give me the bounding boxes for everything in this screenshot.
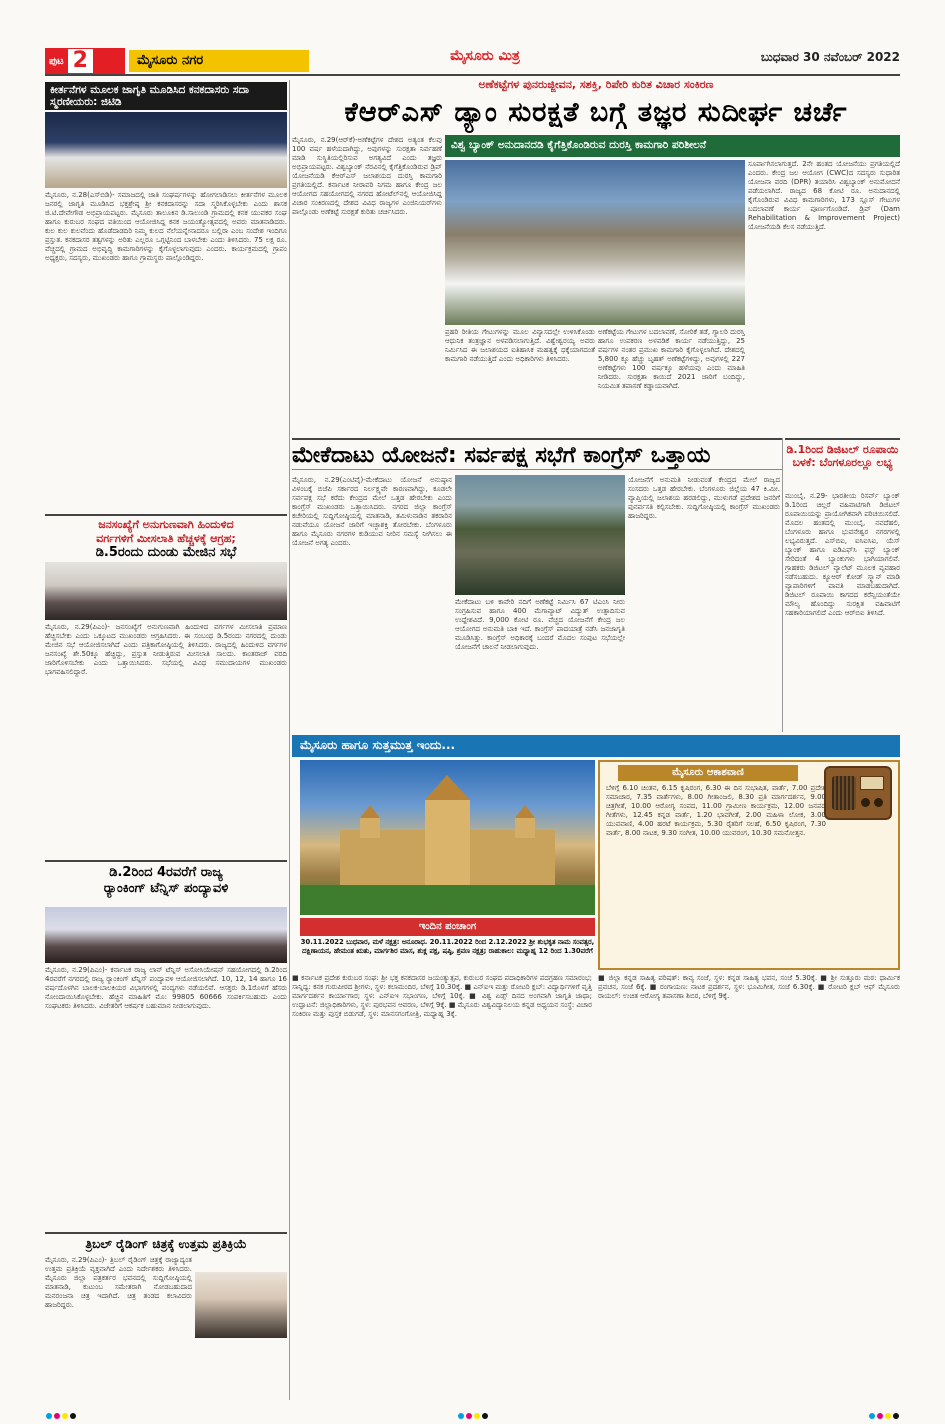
mekedatu-headline: ಮೇಕೆದಾಟು ಯೋಜನೆ: ಸರ್ವಪಕ್ಷ ಸಭೆಗೆ ಕಾಂಗ್ರೆಸ್ ಒತ್ತಾಯ <box>292 438 782 470</box>
lead-article-col2: ಅಣೆಕಟ್ಟೆಯ ಗೇಟುಗಳ ಬದಲಾವಣೆ, ಸೋರಿಕೆ ತಡೆ, ಗ್ಯಾಲರಿ ದುರಸ್ತಿ ಹಾಗೂ ಉಪಕರಣ ಅಳವಡಿಕೆ ಕಾರ್ಯ ನಡೆಯುತ್ತಿದ್ದು, 25 ವರ್ಷಗಳ ನಂತರ ಪ್ರಮುಖ ಕಾಮಗಾರಿ ಕೈಗೊಳ್ಳಲಾಗಿದೆ. ದೇಶದಲ್ಲಿ 5,800 ಕ್ಕೂ ಹೆಚ್ಚು ಬೃಹತ್ ಅಣೆಕಟ್ಟೆಗಳಿದ್ದು, ಅವುಗಳಲ್ಲಿ 227 ಅಣೆಕಟ್ಟೆಗಳು 100 ವರ್ಷಕ್ಕೂ ಹಳೆಯವು ಎಂದು ಮಾಹಿತಿ ನೀಡಿದರು. ಸುರಕ್ಷತಾ ಕಾಯಿದೆ 2021 ಜಾರಿಗೆ ಬಂದಿದ್ದು, ನಿಯಮಿತ ತಪಾಸಣೆ ಕಡ್ಡಾಯವಾಗಿದೆ. <box>598 328 745 390</box>
events-list-left: ■ ಕರ್ನಾಟಕ ಪ್ರದೇಶ ಕುರುಬರ ಸಂಘ: ಶ್ರೀ ಭಕ್ತ ಕನಕದಾಸರ ಜಯಂತ್ಯುತ್ಸವ, ಕುರುಬರ ಸಂಘದ ಪದಾಧಿಕಾರಿಗಳ ಪದಗ್ರಹಣ ಸಮಾರಂಭ; ಸಾನ್ನಿಧ್ಯ: ಕನಕ ಗುರುಪೀಠದ ಶ್ರೀಗಳು, ಸ್ಥಳ: ಕಲಾಮಂದಿರ, ಬೆಳಿಗ್ಗೆ 10.30ಕ್ಕೆ. ■ ಎನ್‌ಐಇ ಮತ್ತು ರೋಟರಿ ಕ್ಲಬ್: ವಿದ್ಯಾರ್ಥಿಗಳಿಗೆ ವೃತ್ತಿ ಮಾರ್ಗದರ್ಶನ ಕಾರ್ಯಾಗಾರ; ಸ್ಥಳ: ಎನ್‌ಐಇ ಸಭಾಂಗಣ, ಬೆಳಿಗ್ಗೆ 10ಕ್ಕೆ. ■ ವಿಶ್ವ ಏಡ್ಸ್ ದಿನದ ಅಂಗವಾಗಿ ಜಾಗೃತಿ ಜಾಥಾ; ಉದ್ಘಾಟನೆ: ಜಿಲ್ಲಾಧಿಕಾರಿಗಳು, ಸ್ಥಳ: ಪುರಭವನ ಆವರಣ, ಬೆಳಿಗ್ಗೆ 9ಕ್ಕೆ. ■ ಮೈಸೂರು ವಿಶ್ವವಿದ್ಯಾನಿಲಯ ಕನ್ನಡ ಅಧ್ಯಯನ ಸಂಸ್ಥೆ: ವಿಚಾರ ಸಂಕಿರಣ ಮತ್ತು ಪುಸ್ತಕ ಬಿಡುಗಡೆ, ಸ್ಥಳ: ಮಾನಸಗಂಗೋತ್ರಿ, ಮಧ್ಯಾಹ್ನ 3ಕ್ಕೆ. <box>292 974 592 1018</box>
event-photo <box>45 112 287 188</box>
page-label: ಪುಟ <box>49 55 64 67</box>
print-registration-marks <box>45 1404 900 1414</box>
tennis-article: ಮೈಸೂರು, ನ.29(ಪಿಎಂ)- ಕರ್ನಾಟಕ ರಾಜ್ಯ ಲಾನ್ ಟೆನ್ನಿಸ್ ಅಸೋಸಿಯೇಷನ್ ಸಹಯೋಗದಲ್ಲಿ ಡಿ.2ರಿಂದ 4ರವರೆಗೆ ನಗರದಲ್ಲಿ ರಾಜ್ಯ ರ‍್ಯಾಂಕಿಂಗ್ ಟೆನ್ನಿಸ್ ಪಂದ್ಯಾವಳಿ ಆಯೋಜಿಸಲಾಗಿದೆ. 10, 12, 14 ಹಾಗೂ 16 ವರ್ಷದೊಳಗಿನ ಬಾಲಕ-ಬಾಲಕಿಯರ ವಿಭಾಗಗಳಲ್ಲಿ ಪಂದ್ಯಗಳು ನಡೆಯಲಿವೆ. ಆಸಕ್ತರು ಡಿ.1ರೊಳಗೆ ಹೆಸರು ನೋಂದಾಯಿಸಿಕೊಳ್ಳಬೇಕು. ಹೆಚ್ಚಿನ ಮಾಹಿತಿಗೆ ಮೊ: 99805 60666 ಸಂಪರ್ಕಿಸಬಹುದು ಎಂದು ಸಂಘಟಕರು ತಿಳಿಸಿದರು. ವಿಜೇತರಿಗೆ ಆಕರ್ಷಕ ಬಹುಮಾನ ನೀಡಲಾಗುವುದು. <box>45 966 287 1010</box>
tennis-headline-line2: ರ‍್ಯಾಂಕಿಂಗ್ ಟೆನ್ನಿಸ್ ಪಂದ್ಯಾವಳಿ <box>103 881 229 896</box>
digital-rupee-headline: ಡಿ.1ರಿಂದ ಡಿಜಿಟಲ್ ರೂಪಾಯಿ ಬಳಕೆ: ಬೆಂಗಳೂರಲ್ಲೂ ಲಭ್ಯ <box>785 438 900 488</box>
krs-dam-photo <box>445 160 745 325</box>
digital-rupee-article: ಮುಂಬೈ, ನ.29- ಭಾರತೀಯ ರಿಸರ್ವ್ ಬ್ಯಾಂಕ್ ಡಿ.1ರಿಂದ ಚಿಲ್ಲರೆ ವಹಿವಾಟಿಗಾಗಿ ಡಿಜಿಟಲ್ ರೂಪಾಯಿಯನ್ನು ಪ್ರಾಯೋಗಿಕವಾಗಿ ಪರಿಚಯಿಸಲಿದೆ. ಮೊದಲ ಹಂತದಲ್ಲಿ ಮುಂಬೈ, ನವದೆಹಲಿ, ಬೆಂಗಳೂರು ಹಾಗೂ ಭುವನೇಶ್ವರ ನಗರಗಳಲ್ಲಿ ಲಭ್ಯವಿರುತ್ತದೆ. ಎಸ್‌ಬಿಐ, ಐಸಿಐಸಿಐ, ಯೆಸ್ ಬ್ಯಾಂಕ್ ಹಾಗೂ ಐಡಿಎಫ್‌ಸಿ ಫಸ್ಟ್ ಬ್ಯಾಂಕ್ ಸೇರಿದಂತೆ 4 ಬ್ಯಾಂಕುಗಳು ಭಾಗಿಯಾಗಲಿವೆ. ಗ್ರಾಹಕರು ಡಿಜಿಟಲ್ ವ್ಯಾಲೆಟ್ ಮೂಲಕ ವ್ಯವಹಾರ ನಡೆಸಬಹುದು. ಕ್ಯೂಆರ್ ಕೋಡ್ ಸ್ಕ್ಯಾನ್ ಮಾಡಿ ವ್ಯಾಪಾರಿಗಳಿಗೆ ಪಾವತಿ ಮಾಡಬಹುದಾಗಿದೆ. ಡಿಜಿಟಲ್ ರೂಪಾಯಿ ಕಾಗದದ ಕರೆನ್ಸಿಯಂತೆಯೇ ಮೌಲ್ಯ ಹೊಂದಿದ್ದು ಸುರಕ್ಷಿತ ವಹಿವಾಟಿಗೆ ಸಹಕಾರಿಯಾಗಲಿದೆ ಎಂದು ಆರ್‌ಬಿಐ ತಿಳಿಸಿದೆ. <box>785 492 900 617</box>
tennis-press-photo <box>45 907 287 963</box>
mekedatu-article-col2: ಮೇಕೆದಾಟು ಬಳಿ ಕಾವೇರಿ ನದಿಗೆ ಅಣೆಕಟ್ಟೆ ನಿರ್ಮಿಸಿ 67 ಟಿಎಂಸಿ ನೀರು ಸಂಗ್ರಹಿಸುವ ಹಾಗೂ 400 ಮೆಗಾವ್ಯಾಟ್ ವಿದ್ಯುತ್ ಉತ್ಪಾದಿಸುವ ಉದ್ದೇಶವಿದೆ. 9,000 ಕೋಟಿ ರೂ. ವೆಚ್ಚದ ಯೋಜನೆಗೆ ಕೇಂದ್ರ ಜಲ ಆಯೋಗದ ಅನುಮತಿ ಬಾಕಿ ಇದೆ. ಕಾಂಗ್ರೆಸ್ ಪಾದಯಾತ್ರೆ ನಡೆಸಿ ಜನಜಾಗೃತಿ ಮೂಡಿಸಿತ್ತು. ಕಾಂಗ್ರೆಸ್ ಅಧಿಕಾರಕ್ಕೆ ಬಂದರೆ ಮೊದಲ ಸಂಪುಟ ಸಭೆಯಲ್ಲೇ ಯೋಜನೆಗೆ ಚಾಲನೆ ನೀಡಲಾಗುವುದು. <box>455 598 625 651</box>
page-tag <box>45 48 204 74</box>
press-meet-photo <box>45 562 287 620</box>
column-rule <box>782 438 783 732</box>
akashvani-box <box>598 760 900 970</box>
mekedatu-article-col3: ಯೋಜನೆಗೆ ಅನುಮತಿ ನೀಡುವಂತೆ ಕೇಂದ್ರದ ಮೇಲೆ ರಾಜ್ಯದ ಸಂಸದರು ಒತ್ತಡ ಹೇರಬೇಕು. ಬೆಂಗಳೂರು ಜಿಲ್ಲೆಯ 47 ಕಿ.ಮೀ. ವ್ಯಾಪ್ತಿಯಲ್ಲಿ ಜಲಾಶಯ ಹರಡಲಿದ್ದು, ಮುಳುಗಡೆ ಪ್ರದೇಶದ ಜನರಿಗೆ ಪುನರ್ವಸತಿ ಕಲ್ಪಿಸಬೇಕು. ಸುದ್ದಿಗೋಷ್ಠಿಯಲ್ಲಿ ಕಾಂಗ್ರೆಸ್ ಮುಖಂಡರು ಹಾಜರಿದ್ದರು. <box>628 476 780 520</box>
reservation-article: ಮೈಸೂರು, ನ.29(ಪಿಎಂ)- ಜನಸಂಖ್ಯೆಗೆ ಅನುಗುಣವಾಗಿ ಹಿಂದುಳಿದ ವರ್ಗಗಳ ಮೀಸಲಾತಿ ಪ್ರಮಾಣ ಹೆಚ್ಚಿಸಬೇಕು ಎಂದು ಒಕ್ಕೂಟದ ಮುಖಂಡರು ಆಗ್ರಹಿಸಿದರು. ಈ ಸಂಬಂಧ ಡಿ.5ರಂದು ನಗರದಲ್ಲಿ ದುಂಡು ಮೇಜಿನ ಸಭೆ ಆಯೋಜಿಸಲಾಗಿದೆ ಎಂದು ಪತ್ರಿಕಾಗೋಷ್ಠಿಯಲ್ಲಿ ತಿಳಿಸಿದರು. ರಾಜ್ಯದಲ್ಲಿ ಹಿಂದುಳಿದ ವರ್ಗಗಳ ಜನಸಂಖ್ಯೆ ಶೇ.50ಕ್ಕೂ ಹೆಚ್ಚಿದ್ದು, ಪ್ರಸ್ತುತ ನೀಡುತ್ತಿರುವ ಮೀಸಲಾತಿ ಸಾಲದು. ಕಾಂತರಾಜ್ ವರದಿ ಜಾರಿಗೊಳಿಸಬೇಕು ಎಂದು ಒತ್ತಾಯಿಸಿದರು. ಸಭೆಯಲ್ಲಿ ವಿವಿಧ ಸಮುದಾಯಗಳ ಮುಖಂಡರು ಭಾಗವಹಿಸಲಿದ್ದಾರೆ. <box>45 623 287 676</box>
lead-subhead: ವಿಶ್ವ ಬ್ಯಾಂಕ್ ಅನುದಾನದಡಿ ಕೈಗೆತ್ತಿಕೊಂಡಿರುವ ದುರಸ್ತಿ ಕಾಮಗಾರಿ ಪರಿಶೀಲನೆ <box>445 135 900 157</box>
panchanga-title: ಇಂದಿನ ಪಂಚಾಂಗ <box>300 918 595 936</box>
reservation-headline-line1: ಜನಸಂಖ್ಯೆಗೆ ಅನುಗುಣವಾಗಿ ಹಿಂದುಳಿದ <box>98 518 234 531</box>
publication-date: ಬುಧವಾರ 30 ನವೆಂಬರ್ 2022 <box>760 50 900 64</box>
column-rule <box>289 80 290 1400</box>
lead-article-col4: ಸೂರ್ಪಾಗಿಸಲಾಗುತ್ತದೆ. 2ನೇ ಹಂತದ ಯೋಜನೆಯು ಪ್ರಗತಿಯಲ್ಲಿದೆ ಎಂದರು. ಕೇಂದ್ರ ಜಲ ಆಯೋಗ (CWC)ದ ಸದಸ್ಯರು ಸುಧಾರಿತ ಯೋಜನಾ ವರದಿ (DPR) ತಯಾರಿಸಿ ವಿಶ್ವಬ್ಯಾಂಕ್ ಅನುಮೋದನೆ ಪಡೆಯಲಾಗಿದೆ. ರಾಜ್ಯದ 68 ಕೋಟಿ ರೂ. ಅನುದಾನದಲ್ಲಿ ಕೈಗೊಂಡಿರುವ ವಿವಿಧ ಕಾಮಗಾರಿಗಳು, 173 ಸ್ಲೂಸ್ ಗೇಟುಗಳ ಬದಲಾವಣೆ ಕಾರ್ಯ ಪೂರ್ಣಗೊಂಡಿದೆ. ಡ್ರಿಪ್ (Dam Rehabilitation & Improvement Project) ಯೋಜನೆಯಡಿ ಕೆಲಸ ನಡೆಯುತ್ತಿದೆ. <box>748 160 900 231</box>
tennis-headline-line1: ಡಿ.2ರಿಂದ 4ರವರೆಗೆ ರಾಜ್ಯ <box>109 865 223 880</box>
film-article: ಮೈಸೂರು, ನ.29(ಪಿಎಂ)- ತ್ರಿಬಲ್ ರೈಡಿಂಗ್ ಚಿತ್ರಕ್ಕೆ ರಾಜ್ಯಾದ್ಯಂತ ಉತ್ತಮ ಪ್ರತಿಕ್ರಿಯೆ ವ್ಯಕ್ತವಾಗಿದೆ ಎಂದು ನಿರ್ದೇಶಕರು ತಿಳಿಸಿದರು. ಮೈಸೂರು ಜಿಲ್ಲಾ ಪತ್ರಕರ್ತರ ಭವನದಲ್ಲಿ ಸುದ್ದಿಗೋಷ್ಠಿಯಲ್ಲಿ ಮಾತನಾಡಿ, ಕುಟುಂಬ ಸಮೇತರಾಗಿ ನೋಡಬಹುದಾದ ಮನರಂಜನಾ ಚಿತ್ರ ಇದಾಗಿದೆ. ಚಿತ್ರ ತಂಡದ ಕಲಾವಿದರು ಹಾಜರಿದ್ದರು. <box>45 1256 192 1309</box>
paper-name: ಮೈಸೂರು ಮಿತ್ರ <box>450 48 520 64</box>
akashvani-title: ಮೈಸೂರು ಆಕಾಶವಾಣಿ <box>618 765 798 781</box>
reservation-headline-line2: ವರ್ಗಗಳಿಗೆ ಮೀಸಲಾತಿ ಹೆಚ್ಚಳಕ್ಕೆ ಆಗ್ರಹ; <box>96 532 236 545</box>
events-list-right: ■ ಜಿಲ್ಲಾ ಕನ್ನಡ ಸಾಹಿತ್ಯ ಪರಿಷತ್: ಕಾವ್ಯ ಸಂಜೆ, ಸ್ಥಳ: ಕನ್ನಡ ಸಾಹಿತ್ಯ ಭವನ, ಸಂಜೆ 5.30ಕ್ಕೆ. ■ ಶ್ರೀ ಸುತ್ತೂರು ಮಠ: ಧಾರ್ಮಿಕ ಪ್ರವಚನ, ಸಂಜೆ 6ಕ್ಕೆ. ■ ರಂಗಾಯಣ: ನಾಟಕ ಪ್ರದರ್ಶನ, ಸ್ಥಳ: ಭೂಮಿಗೀತ, ಸಂಜೆ 6.30ಕ್ಕೆ. ■ ರೋಟರಿ ಕ್ಲಬ್ ಆಫ್ ಮೈಸೂರು ರಾಯಲ್: ಉಚಿತ ಆರೋಗ್ಯ ತಪಾಸಣಾ ಶಿಬಿರ, ಬೆಳಿಗ್ಗೆ 9ಕ್ಕೆ. <box>598 974 900 1000</box>
palace-illustration <box>300 760 595 915</box>
reservation-headline <box>45 514 287 560</box>
mekedatu-river-photo <box>455 475 625 595</box>
page-number: 2 <box>68 49 93 73</box>
lead-article-col3: ಪ್ರಹರಿ ರೀತಿಯ ಗೇಟುಗಳನ್ನು ಮೂಲ ವಿನ್ಯಾಸದಲ್ಲೇ ಉಳಿಸಿಕೊಂಡು ಆಧುನಿಕ ತಂತ್ರಜ್ಞಾನ ಅಳವಡಿಸಲಾಗುತ್ತಿದೆ. ವಿಶ್ವೇಶ್ವರಯ್ಯ ಅವರು ನಿರ್ಮಿಸಿದ ಈ ಜಲಾಶಯದ ಐತಿಹಾಸಿಕ ಮಹತ್ವಕ್ಕೆ ಧಕ್ಕೆಯಾಗದಂತೆ ಕಾಮಗಾರಿ ನಡೆಯುತ್ತಿದೆ ಎಂದು ಅಧಿಕಾರಿಗಳು ತಿಳಿಸಿದರು. <box>445 328 595 363</box>
masthead <box>45 46 900 76</box>
mysore-palace-photo <box>300 760 595 915</box>
lead-headline: ಕೆಆರ್‌ಎಸ್ ಡ್ಯಾಂ ಸುರಕ್ಷತೆ ಬಗ್ಗೆ ತಜ್ಞರ ಸುದೀರ್ಘ ಚರ್ಚೆ <box>344 97 848 128</box>
reservation-headline-line3: ಡಿ.5ರಂದು ದುಂಡು ಮೇಜಿನ ಸಭೆ <box>95 545 237 560</box>
akashvani-schedule: ಬೆಳಿಗ್ಗೆ 6.10 ಚಿಂತನ, 6.15 ಕೃಷಿರಂಗ, 6.30 ಈ ದಿನ ಸುಭಾಷಿತ, ವಾರ್ತೆ, 7.00 ಪ್ರದೇಶ ಸಮಾಚಾರ, 7.35 ವಾರ್ತೆಗಳು, 8.00 ಗೀತಾಂಜಲಿ, 8.30 ಪ್ರತಿ ಮಾರ್ಗದರ್ಶನ, 9.00 ಚಿತ್ರಗೀತೆ, 10.00 ಆರೋಗ್ಯ ಸಂಪದ, 11.00 ಗ್ರಾಮೀಣ ಕಾರ್ಯಕ್ರಮ, 12.00 ಜನಪದ ಗೀತೆಗಳು, 12.45 ಕನ್ನಡ ವಾರ್ತೆ, 1.20 ಭಾವಗೀತೆ, 2.00 ಮಹಿಳಾ ಲೋಕ, 3.00 ಯುವವಾಣಿ, 4.00 ಹರಟೆ ಕಾರ್ಯಕ್ರಮ, 5.30 ರೈತರಿಗೆ ಸಲಹೆ, 6.50 ಕೃಷಿರಂಗ, 7.30 ವಾರ್ತೆ, 8.00 ನಾಟಕ, 9.30 ಸಂಗೀತ, 10.00 ಯುವರಂಗ, 10.30 ಸಮನೋತ್ತನ. <box>606 784 826 837</box>
film-headline: ತ್ರಿಬಲ್ ರೈಡಿಂಗ್ ಚಿತ್ರಕ್ಕೆ ಉತ್ತಮ ಪ್ರತಿಕ್ರಿಯೆ <box>45 1232 287 1252</box>
film-team-photo <box>195 1272 287 1338</box>
tennis-headline <box>45 860 287 906</box>
panchanga-text: 30.11.2022 ಬುಧವಾರ, ಮಳೆ ನಕ್ಷತ್ರ: ಅನೂರಾಧ. 20.11.2022 ರಿಂದ 2.12.2022 ಶ್ರೀ ಶುಭಕೃತ ನಾಮ ಸಂವತ್ಸರ, ದಕ್ಷಿಣಾಯನ, ಹೇಮಂತ ಋತು, ಮಾರ್ಗಶಿರ ಮಾಸ, ಶುಕ್ಲ ಪಕ್ಷ, ಷಷ್ಠಿ, ಶ್ರವಣ ನಕ್ಷತ್ರ; ರಾಹುಕಾಲ: ಮಧ್ಯಾಹ್ನ 12 ರಿಂದ 1.30ವರೆಗೆ <box>300 938 595 955</box>
radio-icon <box>824 766 892 820</box>
article-kanakadasa: ಮೈಸೂರು, ನ.28(ಎಸ್‌ಬಿಡಿ)- ಸಮಾಜದಲ್ಲಿ ಜಾತಿ ಸಂಘರ್ಷಗಳನ್ನು ಹೋಗಲಾಡಿಸಲು ಕೀರ್ತನೆಗಳ ಮೂಲಕ ಜನರಲ್ಲಿ ಜಾಗೃತಿ ಮೂಡಿಸಿದ ಭಕ್ತಶ್ರೇಷ್ಠ ಶ್ರೀ ಕನಕದಾಸರನ್ನು ಸದಾ ಸ್ಮರಿಸಿಕೊಳ್ಳಬೇಕು ಎಂದು ಶಾಸಕ ಜಿ.ಟಿ.ದೇವೇಗೌಡ ಅಭಿಪ್ರಾಯಪಟ್ಟರು. ಮೈಸೂರು ತಾಲೂಕಿನ ಡಿ.ಸಾಲುಂಡಿ ಗ್ರಾಮದಲ್ಲಿ ಕನಕ ಯುವಕರ ಸಂಘ ಹಾಗೂ ಕುರುಬರ ಸಂಘದ ವತಿಯಿಂದ ಆಯೋಜಿಸಿದ್ದ ಕನಕ ಜಯಂತ್ಯೋತ್ಸವದಲ್ಲಿ ಅವರು ಮಾತನಾಡಿದರು. ಕುಲ ಕುಲ ಕುಲವೆಂದು ಹೊಡೆದಾಡದಿರಿ ನಿಮ್ಮ ಕುಲದ ನೆಲೆಯನ್ನೇನಾದರೂ ಬಲ್ಲಿರಾ ಎಂಬ ಸಂದೇಶ ಇಂದಿಗೂ ಪ್ರಸ್ತುತ. ಕನಕದಾಸರ ತತ್ವಗಳನ್ನು ಅರಿತು ಎಲ್ಲರೂ ಒಗ್ಗಟ್ಟಿನಿಂದ ಬಾಳಬೇಕು ಎಂದು ತಿಳಿಸಿದರು. 75 ಲಕ್ಷ ರೂ. ವೆಚ್ಚದಲ್ಲಿ ಗ್ರಾಮದ ಅಭಿವೃದ್ಧಿ ಕಾಮಗಾರಿಗಳನ್ನು ಕೈಗೊಳ್ಳಲಾಗುವುದು ಎಂದರು. ಕಾರ್ಯಕ್ರಮದಲ್ಲಿ ಗ್ರಾಪಂ ಅಧ್ಯಕ್ಷರು, ಸದಸ್ಯರು, ಮುಖಂಡರು ಹಾಗೂ ಗ್ರಾಮಸ್ಥರು ಪಾಲ್ಗೊಂಡಿದ್ದರು. <box>45 191 287 262</box>
section-title: ಮೈಸೂರು ನಗರ <box>129 50 309 72</box>
mysuru-today-band: ಮೈಸೂರು ಹಾಗೂ ಸುತ್ತಮುತ್ತ ಇಂದು... <box>292 735 900 757</box>
lead-kicker: ಅಣೆಕಟ್ಟೆಗಳ ಪುನರುಜ್ಜೀವನ, ಸಶಕ್ತಿ, ರಿಪೇರಿ ಕುರಿತ ವಿಚಾರ ಸಂಕಿರಣ <box>478 78 714 91</box>
headline-kanakadasa: ಕೀರ್ತನೆಗಳ ಮೂಲಕ ಜಾಗೃತಿ ಮೂಡಿಸಿದ ಕನಕದಾಸರು ಸದಾ ಸ್ಮರಣೀಯರು: ಜಿಟಿಡಿ <box>45 82 287 110</box>
lead-article-col1: ಮೈಸೂರು, ನ.29(ಆರ್‌ಕೆ)-ಅಣೆಕಟ್ಟೆಗಳ ದೇಶದ ಅತ್ಯಂತ ಕೆಲವು 100 ವರ್ಷ ಹಳೆಯದಾಗಿದ್ದು, ಅವುಗಳನ್ನು ಸುರಕ್ಷತಾ ನಿರ್ವಹಣೆ ಮಾಡಿ ಸುಸ್ಥಿತಿಯಲ್ಲಿರಿಸುವ ಅಗತ್ಯವಿದೆ ಎಂದು ತಜ್ಞರು ಅಭಿಪ್ರಾಯಪಟ್ಟರು. ವಿಶ್ವಬ್ಯಾಂಕ್ ನೆರವಿನಲ್ಲಿ ಕೈಗೆತ್ತಿಕೊಂಡಿರುವ ಡ್ರಿಪ್ ಯೋಜನೆಯಡಿ ಕೆಆರ್‌ಎಸ್ ಜಲಾಶಯದ ದುರಸ್ತಿ ಕಾಮಗಾರಿ ಪ್ರಗತಿಯಲ್ಲಿದೆ. ಕರ್ನಾಟಕ ನೀರಾವರಿ ನಿಗಮ ಹಾಗೂ ಕೇಂದ್ರ ಜಲ ಆಯೋಗದ ಸಹಯೋಗದಲ್ಲಿ ನಗರದ ಹೋಟೆಲ್‌ನಲ್ಲಿ ಆಯೋಜಿಸಿದ್ದ ವಿಚಾರ ಸಂಕಿರಣದಲ್ಲಿ ದೇಶದ ವಿವಿಧ ರಾಜ್ಯಗಳ ಎಂಜಿನಿಯರ್‌ಗಳು ಪಾಲ್ಗೊಂಡು ಅಣೆಕಟ್ಟೆ ಸುರಕ್ಷತೆ ಕುರಿತು ಚರ್ಚಿಸಿದರು. <box>292 136 442 216</box>
mekedatu-article-col1: ಮೈಸೂರು, ನ.29(ಎಂಟಿವೈ)-ಮೇಕೆದಾಟು ಯೋಜನೆ ಅನುಷ್ಠಾನ ವಿಳಂಬಕ್ಕೆ ಬಿಜೆಪಿ ಸರ್ಕಾರದ ನಿರ್ಲಕ್ಷ್ಯವೇ ಕಾರಣವಾಗಿದ್ದು, ಕೂಡಲೇ ಸರ್ವಪಕ್ಷ ಸಭೆ ಕರೆದು ಕೇಂದ್ರದ ಮೇಲೆ ಒತ್ತಡ ಹೇರಬೇಕು ಎಂದು ಕಾಂಗ್ರೆಸ್ ಮುಖಂಡರು ಒತ್ತಾಯಿಸಿದರು. ನಗರದ ಜಿಲ್ಲಾ ಕಾಂಗ್ರೆಸ್ ಕಚೇರಿಯಲ್ಲಿ ಸುದ್ದಿಗೋಷ್ಠಿಯಲ್ಲಿ ಮಾತನಾಡಿ, ತಮಿಳುನಾಡಿನ ತಕರಾರಿನ ನಡುವೆಯೂ ಯೋಜನೆ ಜಾರಿಗೆ ಇಚ್ಛಾಶಕ್ತಿ ತೋರಬೇಕು. ಬೆಂಗಳೂರು ಹಾಗೂ ಮೈಸೂರು ನಗರಗಳ ಕುಡಿಯುವ ನೀರಿನ ಸಮಸ್ಯೆ ನೀಗಿಸಲು ಈ ಯೋಜನೆ ಅಗತ್ಯ ಎಂದರು. <box>292 476 452 547</box>
